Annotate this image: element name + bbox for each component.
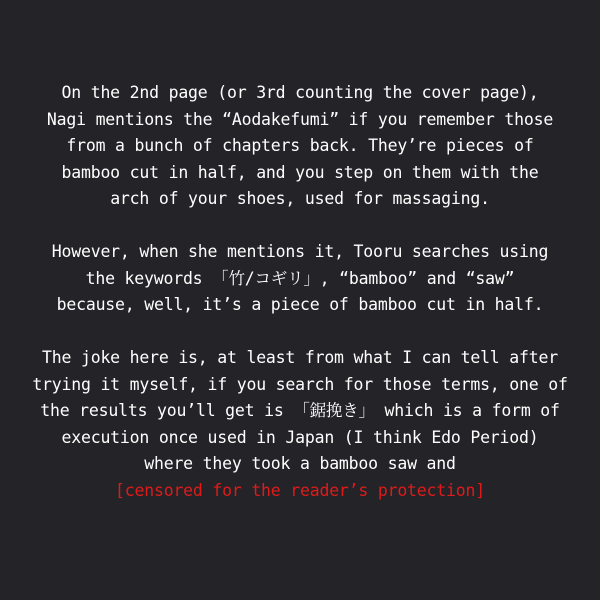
text-line: because, well, it’s a piece of bamboo cut in half. [56,295,544,314]
text-line: where they took a bamboo saw and [144,454,456,473]
text-line: the keywords 「竹/コギリ」, “bamboo” and “saw” [85,268,515,288]
text-line: Nagi mentions the “Aodakefumi” if you remember those [46,109,554,129]
paragraph-2 [8,239,592,319]
paragraph-1 [8,80,592,213]
translator-note [8,80,592,504]
text-line: bamboo cut in half, and you step on them with the [61,162,539,182]
text-line: The joke here is, at least from what I can tell after [42,348,558,367]
text-line: On the 2nd page (or 3rd counting the cover page), [61,83,539,102]
text-line: However, when she mentions it, Tooru searches using [51,242,549,261]
paragraph-3 [8,345,592,504]
text-line: execution once used in Japan (I think Edo Period) [61,427,539,447]
text-line: arch of your shoes, used for massaging. [110,189,490,208]
text-line: from a bunch of chapters back. They’re pieces of [66,136,534,155]
censored-line: [censored for the reader’s protection] [115,480,485,500]
paragraph-spacer [8,319,592,346]
text-line: trying it myself, if you search for those terms, one of [32,374,568,394]
text-line: the results you’ll get is 「鋸挽き」 which is a form of [40,401,560,420]
paragraph-spacer [8,213,592,240]
